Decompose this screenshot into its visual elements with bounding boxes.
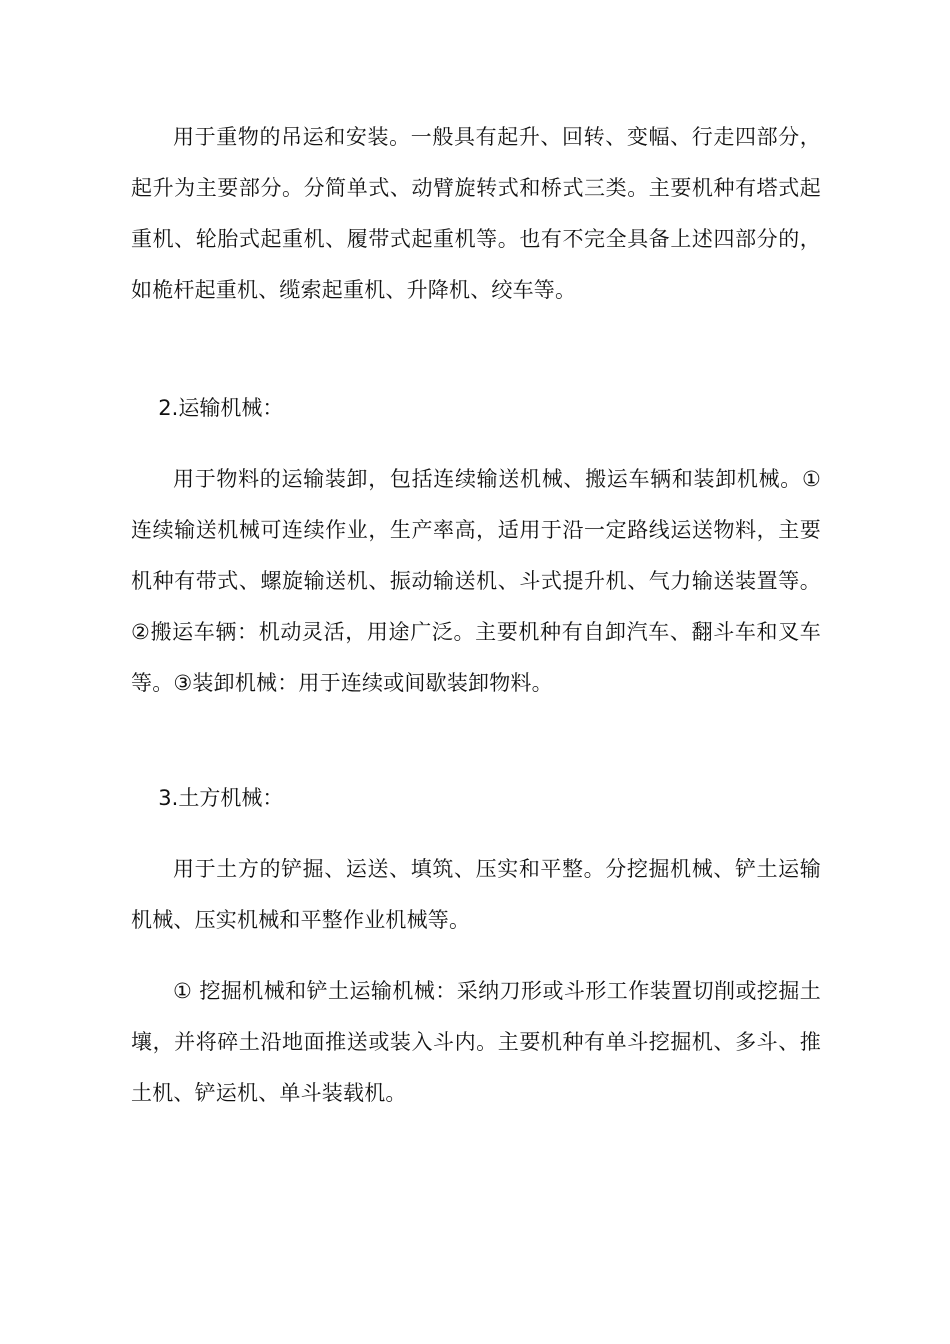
paragraph-lifting-machinery: 用于重物的吊运和安装。一般具有起升、回转、变幅、行走四部分，起升为主要部分。分简单式、动臂旋转式和桥式三类。主要机种有塔式起重机、轮胎式起重机、履带式起重机等。也有不完全具备上述四部分的，如桅杆起重机、缆索起重机、升降机、绞车等。 [131,125,821,302]
paragraph-earthmoving-machinery: 用于土方的铲掘、运送、填筑、压实和平整。分挖掘机械、铲土运输机械、压实机械和平整作业机械等。 [131,857,821,932]
heading-transport-machinery: 2.运输机械： [158,396,284,420]
heading-earthmoving-machinery: 3.土方机械： [158,786,284,810]
paragraph-transport-machinery: 用于物料的运输装卸，包括连续输送机械、搬运车辆和装卸机械。①连续输送机械可连续作业，生产率高，适用于沿一定路线运送物料，主要机种有带式、螺旋输送机、振动输送机、斗式提升机、气力输送装置等。②搬运车辆：机动灵活，用途广泛。主要机种有自卸汽车、翻斗车和叉车等。③装卸机械：用于连续或间歇装卸物料。 [131,467,821,695]
paragraph-excavation-machinery: ① 挖掘机械和铲土运输机械：采纳刀形或斗形工作装置切削或挖掘土壤，并将碎土沿地面推送或装入斗内。主要机种有单斗挖掘机、多斗、推土机、铲运机、单斗装载机。 [131,979,821,1105]
